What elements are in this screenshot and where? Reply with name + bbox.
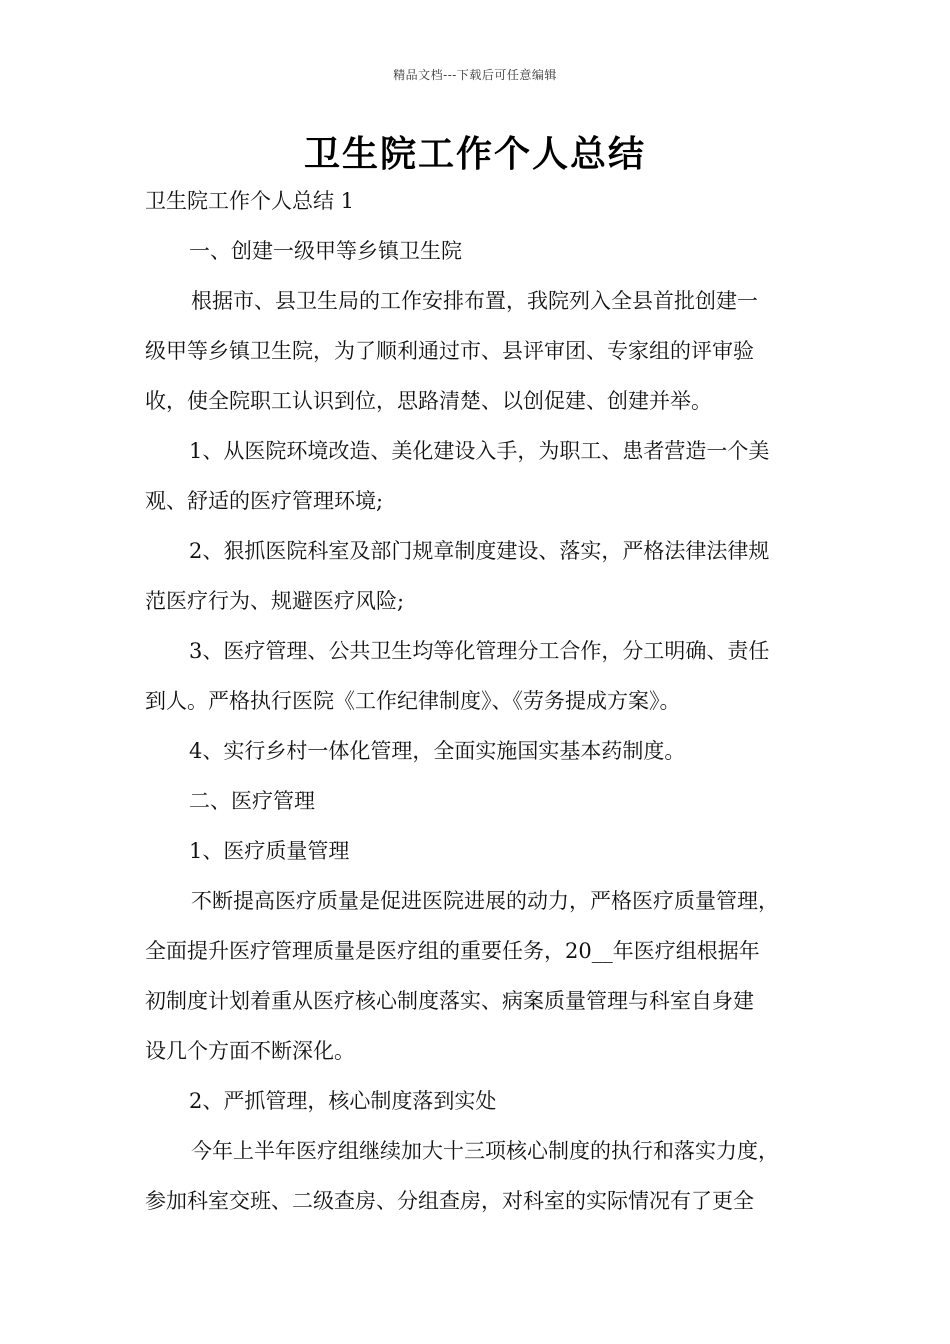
subsection-heading-1: 1、医疗质量管理 [189, 839, 350, 863]
list-item-4: 4、实行乡村一体化管理，全面实施国实基本药制度。 [189, 739, 686, 763]
section-heading-2: 二、医疗管理 [189, 789, 315, 813]
paragraph-line: 初制度计划着重从医疗核心制度落实、病案质量管理与科室自身建 [145, 989, 754, 1013]
paragraph-line: 今年上半年医疗组继续加大十三项核心制度的执行和落实力度， [191, 1139, 779, 1163]
header-note: 精品文档---下载后可任意编辑 [393, 68, 557, 82]
section-heading-1: 一、创建一级甲等乡镇卫生院 [189, 239, 462, 263]
paragraph-line: 范医疗行为、规避医疗风险; [145, 589, 405, 613]
paragraph-line: 全面提升医疗管理质量是医疗组的重要任务，20__年医疗组根据年 [145, 939, 760, 963]
paragraph-line: 观、舒适的医疗管理环境; [145, 489, 384, 513]
paragraph-line: 设几个方面不断深化。 [145, 1039, 355, 1063]
paragraph-line: 到人。严格执行医院《工作纪律制度》、《劳务提成方案》。 [145, 689, 681, 713]
paragraph-line: 根据市、县卫生局的工作安排布置，我院列入全县首批创建一 [191, 289, 758, 313]
paragraph-line: 参加科室交班、二级查房、分组查房，对科室的实际情况有了更全 [145, 1189, 754, 1213]
document-body [145, 176, 813, 1226]
document-title: 卫生院工作个人总结 [303, 134, 646, 175]
subsection-heading-2: 2、严抓管理，核心制度落到实处 [189, 1089, 497, 1113]
list-item-1: 1、从医院环境改造、美化建设入手，为职工、患者营造一个美 [189, 439, 770, 463]
subtitle-line: 卫生院工作个人总结 1 [145, 189, 355, 213]
list-item-3: 3、医疗管理、公共卫生均等化管理分工合作，分工明确、责任 [189, 639, 770, 663]
paragraph-line: 级甲等乡镇卫生院，为了顺利通过市、县评审团、专家组的评审验 [145, 339, 754, 363]
paragraph-line: 不断提高医疗质量是促进医院进展的动力，严格医疗质量管理， [191, 889, 779, 913]
paragraph-line: 收，使全院职工认识到位，思路清楚、以创促建、创建并举。 [145, 389, 712, 413]
list-item-2: 2、狠抓医院科室及部门规章制度建设、落实，严格法律法律规 [189, 539, 770, 563]
